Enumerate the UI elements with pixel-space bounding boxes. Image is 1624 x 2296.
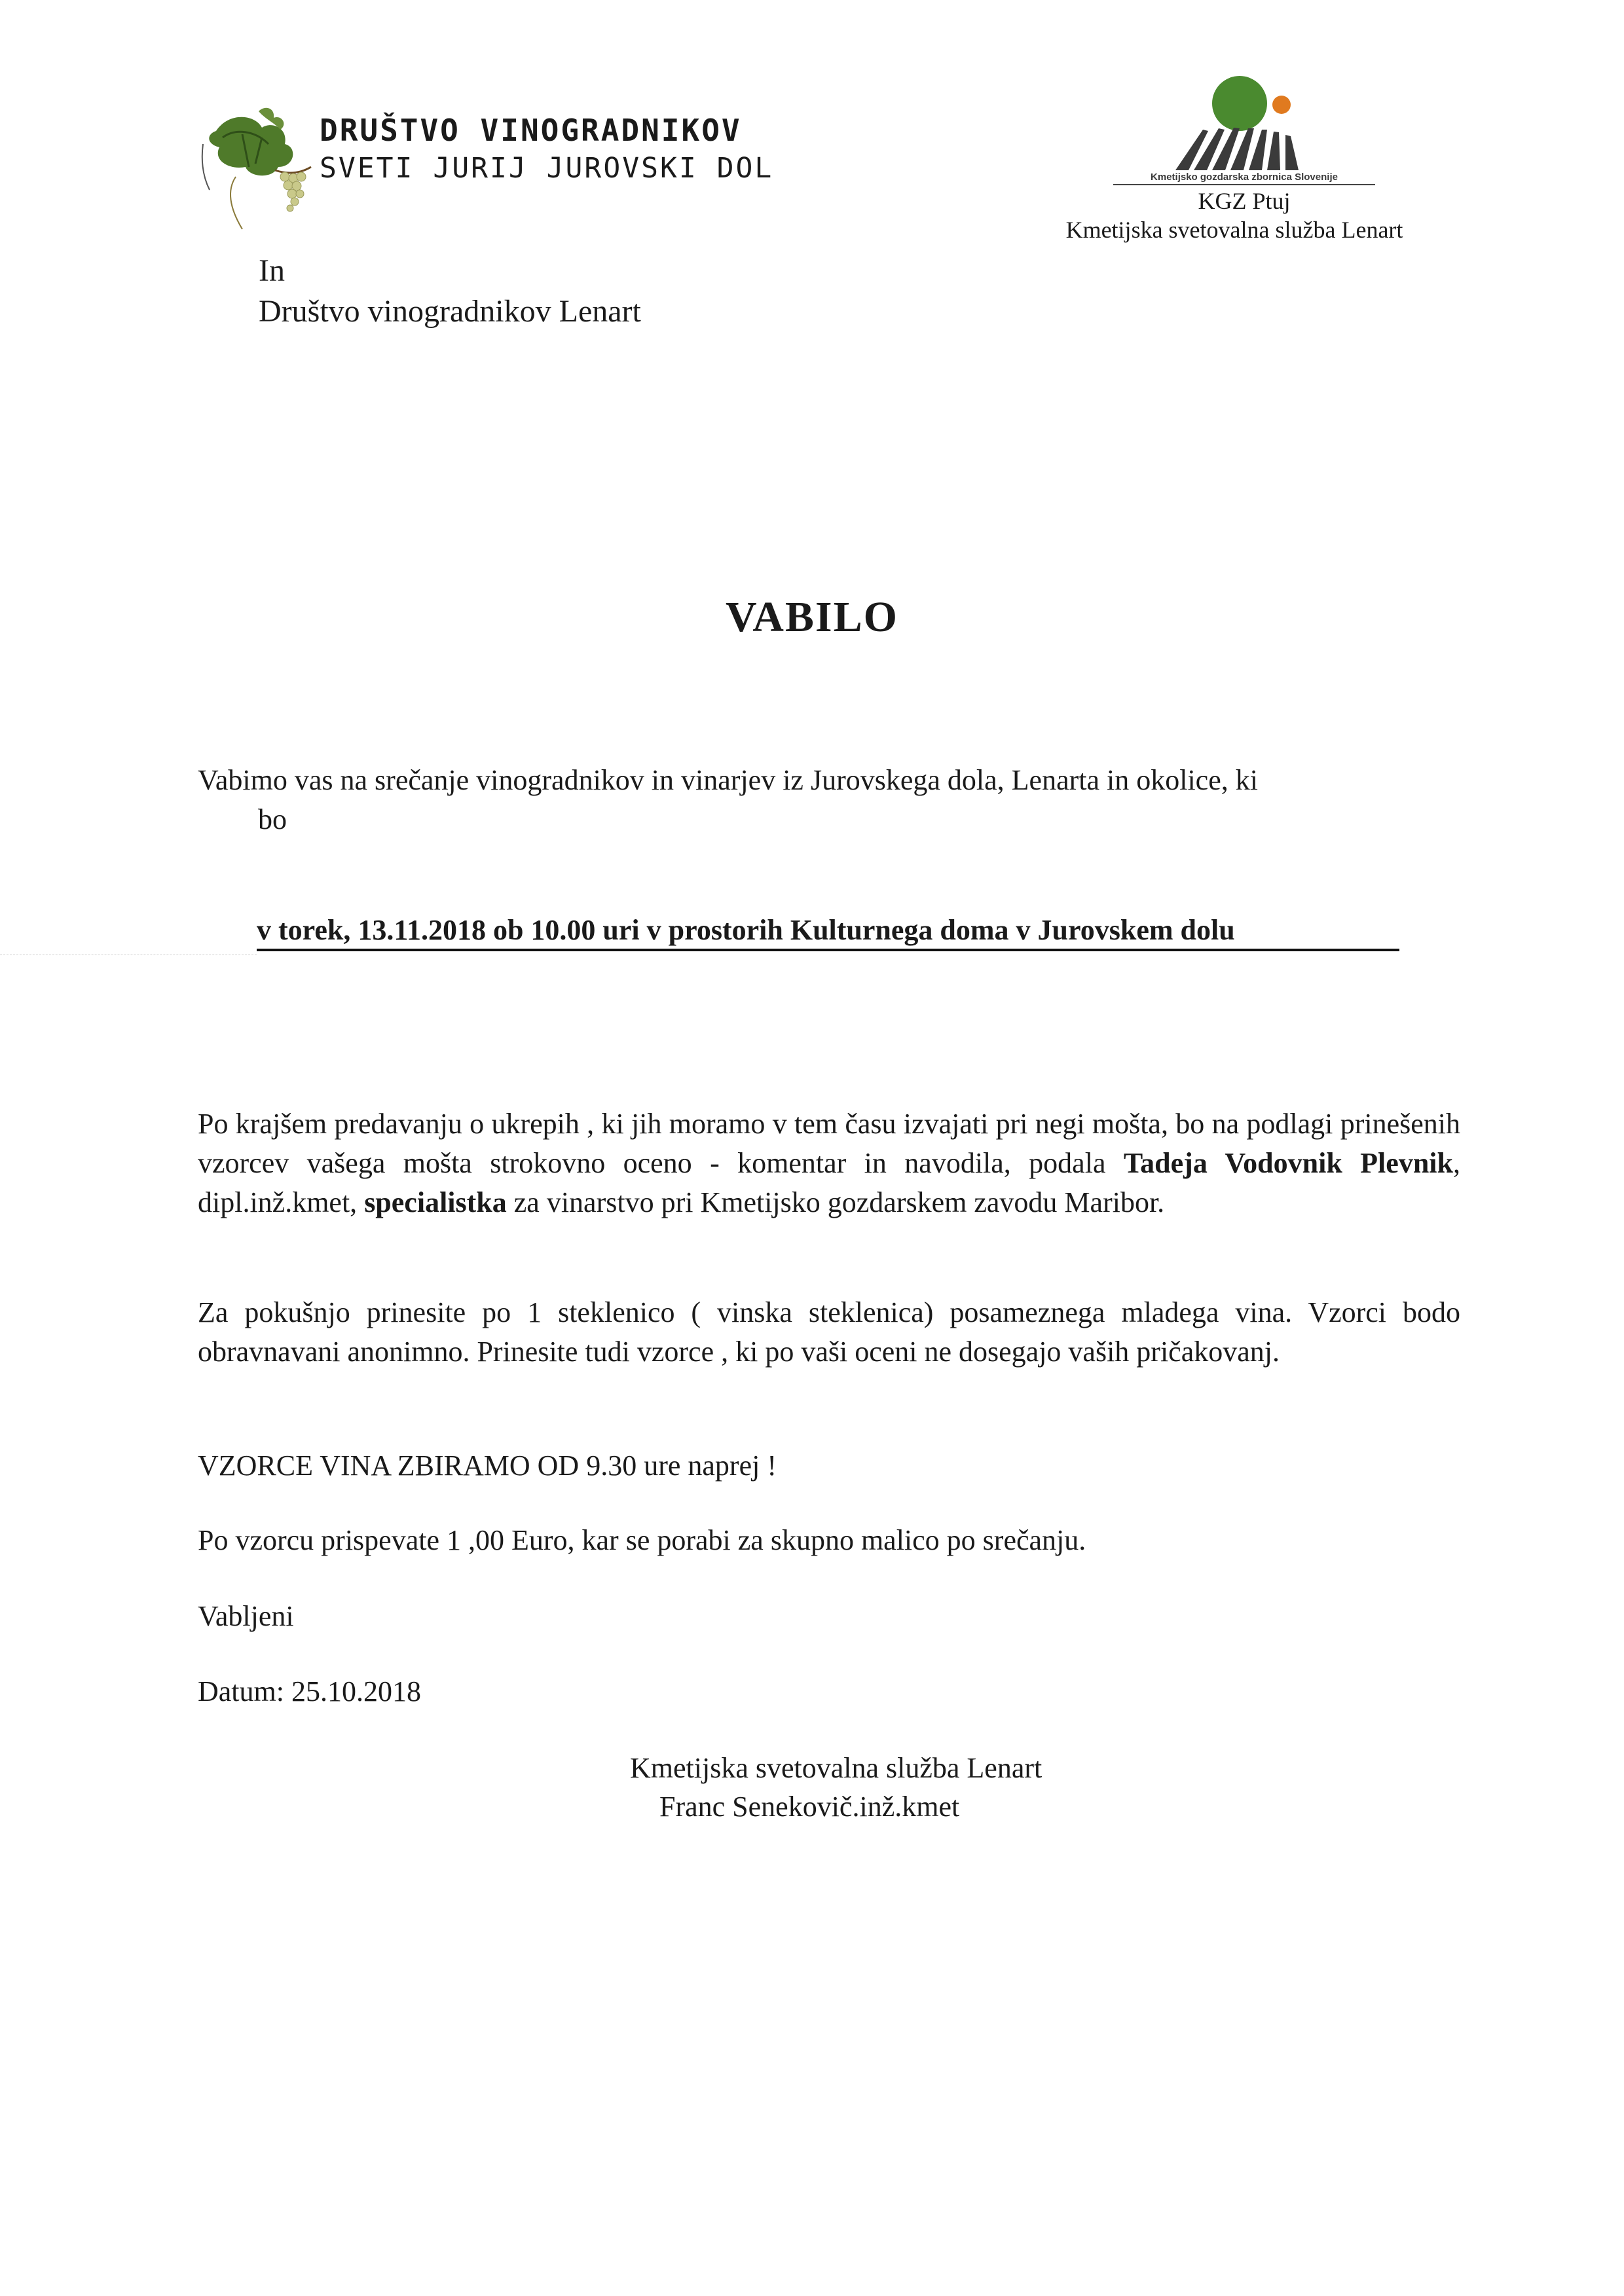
organization-location: SVETI JURIJ JUROVSKI DOL [320, 152, 774, 185]
organization-name: DRUŠTVO VINOGRADNIKOV [320, 113, 742, 148]
lecture-paragraph [198, 1104, 1460, 1222]
lecture-text: Po krajšem predavanju o ukrepih , ki jih moramo v tem času izvajati pri negi mošta, bo na podlagi prinešenih vzorcev vašega mošta strokovno oceno - komentar in navodila, podala [198, 1108, 1460, 1179]
intro-line-continued: bo [258, 803, 287, 835]
kgz-tagline: Kmetijsko gozdarska zbornica Slovenije [1113, 172, 1375, 185]
closing-greeting: Vabljeni [198, 1600, 294, 1632]
signature-organization: Kmetijska svetovalna služba Lenart [630, 1752, 1043, 1784]
collection-notice: VZORCE VINA ZBIRAMO OD 9.30 ure naprej ! [198, 1449, 777, 1482]
grape-vine-logo-icon [196, 105, 314, 236]
co-organizer-name: Društvo vinogradnikov Lenart [259, 294, 641, 329]
contribution-notice: Po vzorcu prispevate 1 ,00 Euro, kar se porabi za skupno malico po srečanju. [198, 1524, 1086, 1556]
signature-name: Franc Senekovič.inž.kmet [659, 1791, 960, 1823]
document-date: Datum: 25.10.2018 [198, 1675, 421, 1707]
event-details: v torek, 13.11.2018 ob 10.00 uri v prostorih Kulturnega doma v Jurovskem dolu [257, 913, 1399, 951]
lecture-text: , dipl.inž.kmet, [198, 1147, 1460, 1218]
co-organizer-conjunction: In [259, 253, 285, 288]
kgz-name: KGZ Ptuj [1198, 188, 1291, 214]
document-title: VABILO [726, 593, 898, 641]
intro-line: Vabimo vas na srečanje vinogradnikov in vinarjev iz Jurovskega dola, Lenarta in okolice, ki [198, 764, 1258, 796]
intro-paragraph [198, 761, 1460, 839]
lecture-text: za vinarstvo pri Kmetijsko gozdarskem zavodu Maribor. [506, 1186, 1165, 1218]
speaker-name: Tadeja Vodovnik Plevnik [1123, 1147, 1453, 1179]
speaker-role: specialistka [364, 1186, 507, 1218]
samples-paragraph: Za pokušnjo prinesite po 1 steklenico ( vinska steklenica) posameznega mladega vina. Vzorci bodo obravnavani anonimno. Prinesite tudi vzorce , ki po vaši oceni ne dosegajo vaših pričakovanj. [198, 1296, 1460, 1368]
kgz-service: Kmetijska svetovalna služba Lenart [1065, 217, 1403, 243]
kgz-hill-logo-icon [1162, 72, 1320, 177]
